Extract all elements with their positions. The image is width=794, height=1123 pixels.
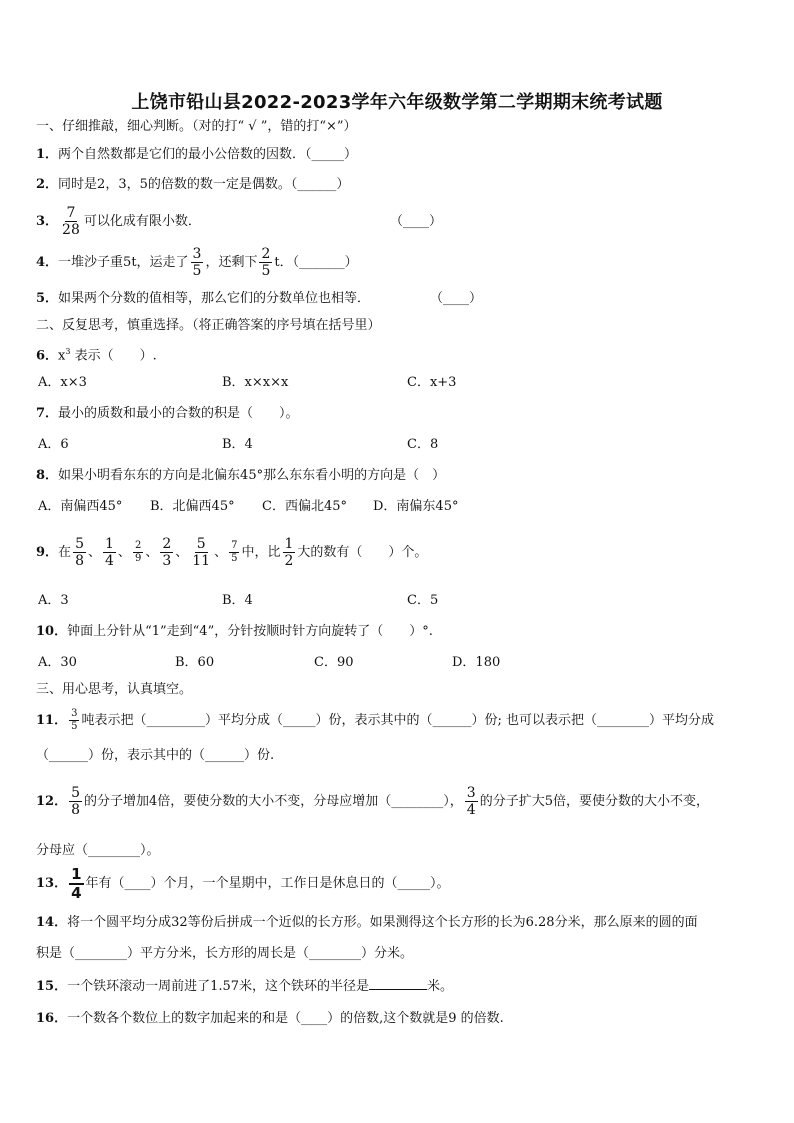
question-number: 15． — [36, 979, 68, 994]
question-text: 最小的质数和最小的合数的积是（ ）。 — [58, 406, 299, 421]
question-text: 两个自然数都是它们的最小公倍数的因数．（_____） — [58, 147, 358, 162]
question-text: 的分子增加4倍，要使分数的大小不变，分母应增加（________）， — [84, 794, 463, 809]
section3-heading: 三、用心思考，认真填空。 — [36, 682, 193, 697]
question-number: 2． — [36, 177, 59, 192]
fraction: $\frac{2}{5}$ — [261, 246, 271, 279]
option-b: B．x×x×x — [222, 375, 289, 390]
question-number: 8． — [36, 468, 59, 483]
question-5 — [36, 290, 758, 308]
fraction: $\frac{1}{4}$ — [105, 536, 114, 569]
fraction: $\frac{2}{3}$ — [162, 536, 172, 569]
question-11-continued: （______）份，表示其中的（______）份. — [36, 748, 275, 763]
fraction: $\frac{3}{4}$ — [466, 785, 476, 818]
question-number: 7． — [36, 406, 59, 421]
question-6 — [36, 343, 758, 365]
question-text: 同时是2，3，5的倍数的数一定是偶数。（______） — [58, 177, 350, 192]
question-16 — [36, 1010, 758, 1028]
fraction: $\frac{5}{8}$ — [75, 536, 84, 569]
question-number: 6． — [36, 348, 59, 364]
section2-heading: 二、反复思考，慎重选择。（将正确答案的序号填在括号里） — [36, 318, 381, 333]
section1-heading: 一、仔细推敲，细心判断。（对的打“ √ ”，错的打“×”） — [36, 119, 357, 134]
question-number: 9． — [36, 545, 59, 560]
page-title: 上饶市铅山县2022-2023学年六年级数学第二学期期末统考试题 — [131, 92, 663, 113]
option-d: D．南偏东45° — [373, 499, 459, 514]
question-number: 16． — [36, 1011, 68, 1026]
question-14 — [36, 914, 758, 932]
question-text: 的分子扩大5倍，要使分数的大小不变， — [479, 794, 709, 809]
answer-blank — [369, 977, 427, 990]
fraction: $\frac{1}{2}$ — [284, 536, 294, 569]
fraction: $\frac{2}{9}$ — [134, 540, 142, 564]
fraction: $\frac{7}{5}$ — [231, 540, 238, 564]
question-10 — [36, 623, 758, 641]
question-number: 1． — [36, 147, 59, 162]
separator: 、 — [214, 545, 228, 560]
question-number: 12． — [36, 794, 68, 809]
question-text: 在 — [58, 545, 72, 560]
question-number: 14． — [36, 915, 68, 930]
question-text: 表示（ ）. — [70, 348, 157, 364]
separator: 、 — [175, 545, 189, 560]
answer-paren: （____） — [390, 214, 443, 229]
question-text: 一个铁环滚动一周前进了1.57米，这个铁环的半径是 — [67, 979, 370, 994]
question-text: 中，比 — [241, 545, 281, 560]
question-text: 如果小明看东东的方向是北偏东45°那么东东看小明的方向是（ ） — [58, 468, 446, 483]
question-text: 可以化成有限小数． — [83, 214, 201, 229]
fraction: $\frac{5}{11}$ — [192, 536, 211, 569]
question-text: t．（_______） — [274, 255, 358, 270]
option-b: B．北偏西45° — [150, 499, 235, 514]
option-b: B．4 — [222, 593, 253, 608]
option-b: B．4 — [222, 437, 253, 452]
question-text: 一个数各个数位上的数字加起来的和是（____）的倍数,这个数就是9 的倍数. — [67, 1011, 504, 1026]
option-c: C．90 — [314, 655, 354, 670]
question-text: 吨表示把（_________）平均分成（_____）份，表示其中的（______）份; 也可以表示把（________）平均分成 — [81, 713, 714, 728]
question-13 — [36, 866, 758, 902]
fraction: $\frac{3}{5}$ — [192, 246, 202, 279]
question-number: 10． — [36, 624, 68, 639]
fraction: $\frac{5}{8}$ — [71, 785, 81, 818]
fraction: $\frac{7}{28}$ — [62, 205, 80, 238]
question-14-continued: 积是（________）平方分米，长方形的周长是（________）分米。 — [36, 946, 414, 961]
option-a: A．3 — [38, 593, 69, 608]
question-number: 13． — [36, 876, 68, 891]
question-text: x — [58, 348, 66, 364]
question-11 — [36, 705, 758, 737]
question-number: 4． — [36, 255, 59, 270]
separator: 、 — [117, 545, 131, 560]
fraction: $\frac{1}{4}$ — [71, 864, 82, 902]
question-1 — [36, 146, 758, 164]
fraction: $\frac{3}{5}$ — [71, 708, 78, 732]
option-d: D．180 — [452, 655, 501, 670]
option-a: A．南偏西45° — [38, 499, 123, 514]
question-text: 大的数有（ ）个。 — [297, 545, 428, 560]
question-number: 3． — [36, 214, 59, 229]
option-a: A．30 — [38, 655, 77, 670]
question-15 — [36, 977, 758, 996]
answer-paren: （____） — [430, 291, 483, 306]
question-text: 如果两个分数的值相等，那么它们的分数单位也相等． — [58, 291, 371, 306]
option-a: A．6 — [38, 437, 69, 452]
option-c: C．8 — [407, 437, 439, 452]
separator: 、 — [145, 545, 159, 560]
exponent: 3 — [65, 347, 71, 356]
option-c: C．5 — [407, 593, 439, 608]
question-2 — [36, 176, 758, 194]
question-7 — [36, 405, 758, 423]
question-9 — [36, 535, 758, 571]
option-c: C．西偏北45° — [262, 499, 347, 514]
question-number: 5． — [36, 291, 59, 306]
option-b: B．60 — [175, 655, 215, 670]
question-8 — [36, 467, 758, 485]
question-text: 将一个圆平均分成32等份后拼成一个近似的长方形。如果测得这个长方形的长为6.28分米，那么原来的圆的面 — [67, 915, 698, 930]
option-a: A．x×3 — [38, 375, 87, 390]
question-12 — [36, 784, 758, 820]
question-text: ，还剩下 — [205, 255, 258, 270]
question-text: 米。 — [427, 979, 454, 994]
question-text: 钟面上分针从“1”走到“4”，分针按顺时针方向旋转了（ ）°. — [67, 624, 433, 639]
question-number: 11． — [36, 713, 68, 728]
option-c: C．x+3 — [407, 375, 457, 390]
separator: 、 — [87, 545, 101, 560]
question-4 — [36, 246, 758, 280]
question-text: 一堆沙子重5t，运走了 — [58, 255, 189, 270]
question-3 — [36, 205, 758, 239]
question-12-continued: 分母应（________）。 — [36, 843, 160, 858]
question-text: 年有（____）个月，一个星期中，工作日是休息日的（_____）。 — [85, 876, 450, 891]
